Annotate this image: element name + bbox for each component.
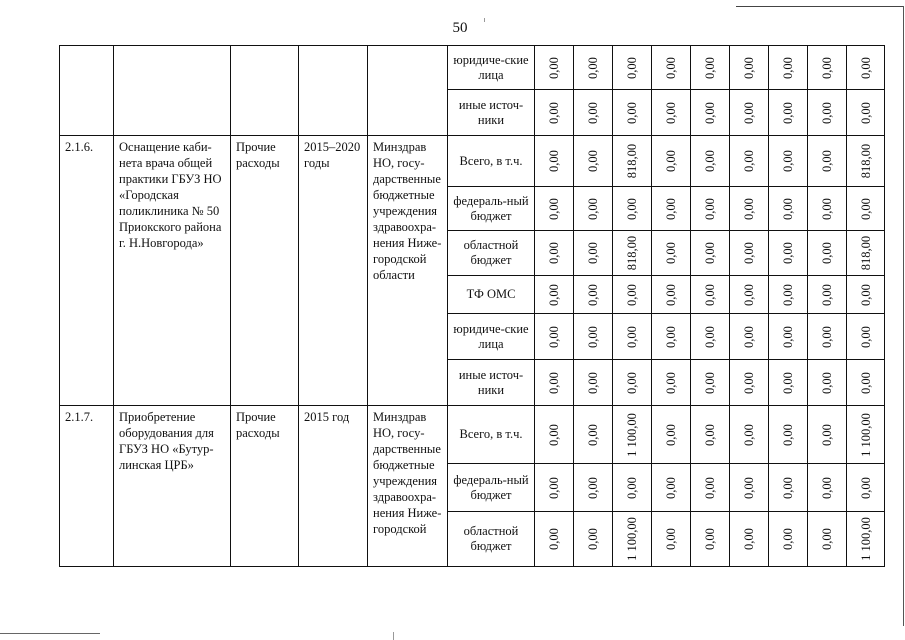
value-cell xyxy=(808,464,847,512)
value-text: 0,00 xyxy=(820,197,834,220)
value-text: 0,00 xyxy=(820,56,834,79)
period-cell: 2015–2020 годы xyxy=(299,136,368,406)
value-text: 0,00 xyxy=(742,283,756,306)
funding-source-cell: иные источ-ники xyxy=(448,360,535,406)
value-cell xyxy=(769,136,808,187)
value-cell xyxy=(652,276,691,314)
value-text: 0,00 xyxy=(781,101,795,124)
value-text: 1 100,00 xyxy=(858,517,873,561)
item-code-cell: 2.1.6. xyxy=(60,136,114,406)
period-cell xyxy=(299,46,368,136)
funding-source-cell: областной бюджет xyxy=(448,231,535,276)
budget-table xyxy=(59,45,885,567)
value-cell xyxy=(847,276,885,314)
value-text: 0,00 xyxy=(664,423,678,446)
value-text: 0,00 xyxy=(781,242,795,264)
value-text: 0,00 xyxy=(547,150,561,172)
value-cell xyxy=(730,464,769,512)
value-cell xyxy=(808,46,847,90)
value-text: 0,00 xyxy=(586,56,600,79)
value-cell xyxy=(613,46,652,90)
value-text: 0,00 xyxy=(664,101,678,124)
value-text: 0,00 xyxy=(664,476,678,499)
value-cell xyxy=(808,136,847,187)
value-text: 0,00 xyxy=(858,325,873,348)
value-cell xyxy=(535,136,574,187)
value-cell xyxy=(769,512,808,567)
value-cell xyxy=(730,231,769,276)
value-text: 0,00 xyxy=(547,476,561,499)
value-text: 0,00 xyxy=(742,423,756,446)
value-cell xyxy=(769,464,808,512)
value-text: 0,00 xyxy=(664,528,678,550)
value-text: 0,00 xyxy=(586,423,600,446)
value-text: 818,00 xyxy=(625,143,639,179)
value-cell xyxy=(847,90,885,136)
item-title-cell: Оснащение каби-нета врача общей практики ГБУЗ НО «Городская поликлиника № 50 Приокского района г. Н.Новгорода» xyxy=(114,136,231,406)
value-text: 0,00 xyxy=(703,56,717,79)
value-text: 0,00 xyxy=(703,476,717,499)
value-cell xyxy=(535,90,574,136)
value-cell xyxy=(808,360,847,406)
value-text: 0,00 xyxy=(547,371,561,394)
value-cell xyxy=(769,360,808,406)
value-cell xyxy=(652,314,691,360)
value-cell xyxy=(691,512,730,567)
value-text: 0,00 xyxy=(820,423,834,446)
value-text: 0,00 xyxy=(742,56,756,79)
value-text: 0,00 xyxy=(781,476,795,499)
value-cell xyxy=(808,276,847,314)
value-text: 0,00 xyxy=(703,242,717,264)
value-text: 0,00 xyxy=(625,283,639,306)
value-cell xyxy=(730,360,769,406)
value-text: 1 100,00 xyxy=(625,412,639,457)
value-text: 0,00 xyxy=(703,101,717,124)
value-text: 1 100,00 xyxy=(625,517,639,561)
value-cell xyxy=(574,136,613,187)
value-text: 0,00 xyxy=(586,325,600,348)
value-text: 0,00 xyxy=(703,197,717,220)
funding-source-cell: юридиче-ские лица xyxy=(448,314,535,360)
value-text: 0,00 xyxy=(781,283,795,306)
value-text: 0,00 xyxy=(820,371,834,394)
value-cell xyxy=(613,276,652,314)
expense-type-cell: Прочие расходы xyxy=(231,136,299,406)
scan-border-top xyxy=(736,6,904,7)
item-title-cell xyxy=(114,46,231,136)
value-cell xyxy=(652,46,691,90)
value-cell xyxy=(769,46,808,90)
value-cell xyxy=(574,360,613,406)
value-text: 0,00 xyxy=(781,197,795,220)
value-text: 818,00 xyxy=(858,143,873,179)
value-cell xyxy=(574,314,613,360)
value-text: 0,00 xyxy=(586,283,600,306)
value-text: 0,00 xyxy=(858,56,873,79)
value-text: 0,00 xyxy=(703,325,717,348)
value-cell xyxy=(730,276,769,314)
value-text: 0,00 xyxy=(586,197,600,220)
value-cell xyxy=(652,360,691,406)
item-code-cell xyxy=(60,46,114,136)
value-cell xyxy=(535,360,574,406)
value-cell xyxy=(847,46,885,90)
value-text: 0,00 xyxy=(858,371,873,394)
value-text: 0,00 xyxy=(547,528,561,550)
value-cell xyxy=(691,46,730,90)
scan-border-right xyxy=(903,6,904,626)
value-text: 0,00 xyxy=(858,283,873,306)
value-cell xyxy=(808,90,847,136)
value-cell xyxy=(535,231,574,276)
value-cell xyxy=(652,90,691,136)
scan-mark xyxy=(484,18,485,22)
funding-source-cell: федераль-ный бюджет xyxy=(448,187,535,231)
value-text: 0,00 xyxy=(781,528,795,550)
value-text: 0,00 xyxy=(742,150,756,172)
value-cell xyxy=(574,464,613,512)
value-cell xyxy=(691,136,730,187)
value-cell xyxy=(535,187,574,231)
value-cell xyxy=(847,136,885,187)
value-text: 0,00 xyxy=(586,528,600,550)
table-row xyxy=(60,46,885,90)
value-text: 0,00 xyxy=(781,325,795,348)
value-text: 0,00 xyxy=(858,476,873,499)
value-cell xyxy=(652,512,691,567)
value-cell xyxy=(652,464,691,512)
value-cell xyxy=(574,46,613,90)
value-cell xyxy=(574,187,613,231)
value-cell xyxy=(535,406,574,464)
value-cell xyxy=(847,187,885,231)
value-cell xyxy=(769,314,808,360)
value-cell xyxy=(574,406,613,464)
value-cell xyxy=(652,136,691,187)
value-text: 0,00 xyxy=(664,325,678,348)
value-cell xyxy=(535,276,574,314)
value-cell xyxy=(652,406,691,464)
value-text: 0,00 xyxy=(625,197,639,220)
value-cell xyxy=(535,512,574,567)
funding-source-cell: иные источ-ники xyxy=(448,90,535,136)
value-text: 0,00 xyxy=(625,371,639,394)
funding-source-cell: юридиче-ские лица xyxy=(448,46,535,90)
value-cell xyxy=(613,406,652,464)
table-row xyxy=(60,136,885,187)
value-cell xyxy=(730,512,769,567)
funding-source-cell: областной бюджет xyxy=(448,512,535,567)
table-row xyxy=(60,406,885,464)
value-cell xyxy=(691,464,730,512)
value-cell xyxy=(613,464,652,512)
value-cell xyxy=(808,406,847,464)
value-cell xyxy=(613,512,652,567)
value-cell xyxy=(769,90,808,136)
value-text: 0,00 xyxy=(703,423,717,446)
value-text: 0,00 xyxy=(742,197,756,220)
value-cell xyxy=(613,360,652,406)
value-cell xyxy=(730,187,769,231)
value-text: 0,00 xyxy=(547,325,561,348)
value-cell xyxy=(730,406,769,464)
value-cell xyxy=(847,512,885,567)
value-text: 0,00 xyxy=(742,242,756,264)
value-text: 0,00 xyxy=(664,197,678,220)
value-text: 0,00 xyxy=(625,56,639,79)
value-cell xyxy=(730,90,769,136)
value-text: 0,00 xyxy=(820,528,834,550)
value-cell xyxy=(847,360,885,406)
value-text: 0,00 xyxy=(703,371,717,394)
value-cell xyxy=(691,360,730,406)
value-cell xyxy=(847,406,885,464)
value-text: 0,00 xyxy=(547,283,561,306)
value-text: 0,00 xyxy=(742,325,756,348)
value-text: 0,00 xyxy=(625,101,639,124)
value-cell xyxy=(535,314,574,360)
value-text: 0,00 xyxy=(781,423,795,446)
value-cell xyxy=(847,231,885,276)
period-cell: 2015 год xyxy=(299,406,368,567)
item-title-cell: Приобретение оборудования для ГБУЗ НО «Бутур-линская ЦРБ» xyxy=(114,406,231,567)
value-text: 818,00 xyxy=(858,235,873,271)
value-cell xyxy=(613,90,652,136)
value-text: 0,00 xyxy=(742,101,756,124)
item-code-cell: 2.1.7. xyxy=(60,406,114,567)
value-text: 0,00 xyxy=(820,283,834,306)
value-text: 0,00 xyxy=(625,476,639,499)
value-cell xyxy=(652,231,691,276)
value-cell xyxy=(535,46,574,90)
value-text: 0,00 xyxy=(703,528,717,550)
funding-source-cell: Всего, в т.ч. xyxy=(448,136,535,187)
value-text: 0,00 xyxy=(586,371,600,394)
value-text: 0,00 xyxy=(547,242,561,264)
value-text: 0,00 xyxy=(547,101,561,124)
value-text: 0,00 xyxy=(625,325,639,348)
value-text: 0,00 xyxy=(664,56,678,79)
value-text: 0,00 xyxy=(742,528,756,550)
value-cell xyxy=(730,314,769,360)
value-cell xyxy=(769,276,808,314)
value-cell xyxy=(574,90,613,136)
value-cell xyxy=(691,231,730,276)
value-cell xyxy=(769,187,808,231)
value-cell xyxy=(808,231,847,276)
executor-cell xyxy=(368,46,448,136)
value-cell xyxy=(535,464,574,512)
value-text: 0,00 xyxy=(664,242,678,264)
value-text: 0,00 xyxy=(703,150,717,172)
value-cell xyxy=(574,231,613,276)
value-cell xyxy=(613,231,652,276)
value-text: 0,00 xyxy=(781,56,795,79)
value-text: 0,00 xyxy=(664,371,678,394)
value-text: 0,00 xyxy=(820,150,834,172)
value-text: 0,00 xyxy=(858,101,873,124)
value-cell xyxy=(847,314,885,360)
value-text: 818,00 xyxy=(625,235,639,271)
value-cell xyxy=(691,187,730,231)
value-text: 0,00 xyxy=(781,371,795,394)
funding-source-cell: федераль-ный бюджет xyxy=(448,464,535,512)
value-text: 0,00 xyxy=(858,197,873,220)
funding-source-cell: Всего, в т.ч. xyxy=(448,406,535,464)
value-text: 1 100,00 xyxy=(858,412,873,457)
scan-border-bottom xyxy=(0,633,100,634)
value-text: 0,00 xyxy=(586,242,600,264)
value-text: 0,00 xyxy=(820,325,834,348)
value-text: 0,00 xyxy=(664,283,678,306)
value-cell xyxy=(691,90,730,136)
value-text: 0,00 xyxy=(820,476,834,499)
value-cell xyxy=(769,231,808,276)
value-text: 0,00 xyxy=(742,371,756,394)
value-cell xyxy=(652,187,691,231)
page-number: 50 xyxy=(452,20,468,36)
value-text: 0,00 xyxy=(586,150,600,172)
value-cell xyxy=(730,136,769,187)
value-text: 0,00 xyxy=(820,101,834,124)
value-text: 0,00 xyxy=(781,150,795,172)
value-cell xyxy=(808,187,847,231)
value-cell xyxy=(730,46,769,90)
value-text: 0,00 xyxy=(586,101,600,124)
value-cell xyxy=(613,136,652,187)
value-cell xyxy=(691,276,730,314)
value-text: 0,00 xyxy=(742,476,756,499)
value-cell xyxy=(574,512,613,567)
executor-cell: Минздрав НО, госу-дарственные бюджетные учреждения здравоохра-нения Ниже-городской области xyxy=(368,136,448,406)
scan-mark xyxy=(393,632,394,640)
value-cell xyxy=(613,187,652,231)
executor-cell: Минздрав НО, госу-дарственные бюджетные учреждения здравоохра-нения Ниже-городской xyxy=(368,406,448,567)
expense-type-cell xyxy=(231,46,299,136)
value-text: 0,00 xyxy=(547,56,561,79)
expense-type-cell: Прочие расходы xyxy=(231,406,299,567)
funding-source-cell: ТФ ОМС xyxy=(448,276,535,314)
value-text: 0,00 xyxy=(547,423,561,446)
value-text: 0,00 xyxy=(703,283,717,306)
value-cell xyxy=(808,314,847,360)
value-text: 0,00 xyxy=(586,476,600,499)
value-text: 0,00 xyxy=(547,197,561,220)
value-text: 0,00 xyxy=(664,150,678,172)
value-cell xyxy=(769,406,808,464)
value-cell xyxy=(613,314,652,360)
value-cell xyxy=(691,314,730,360)
value-cell xyxy=(847,464,885,512)
value-cell xyxy=(691,406,730,464)
value-cell xyxy=(808,512,847,567)
value-cell xyxy=(574,276,613,314)
value-text: 0,00 xyxy=(820,242,834,264)
